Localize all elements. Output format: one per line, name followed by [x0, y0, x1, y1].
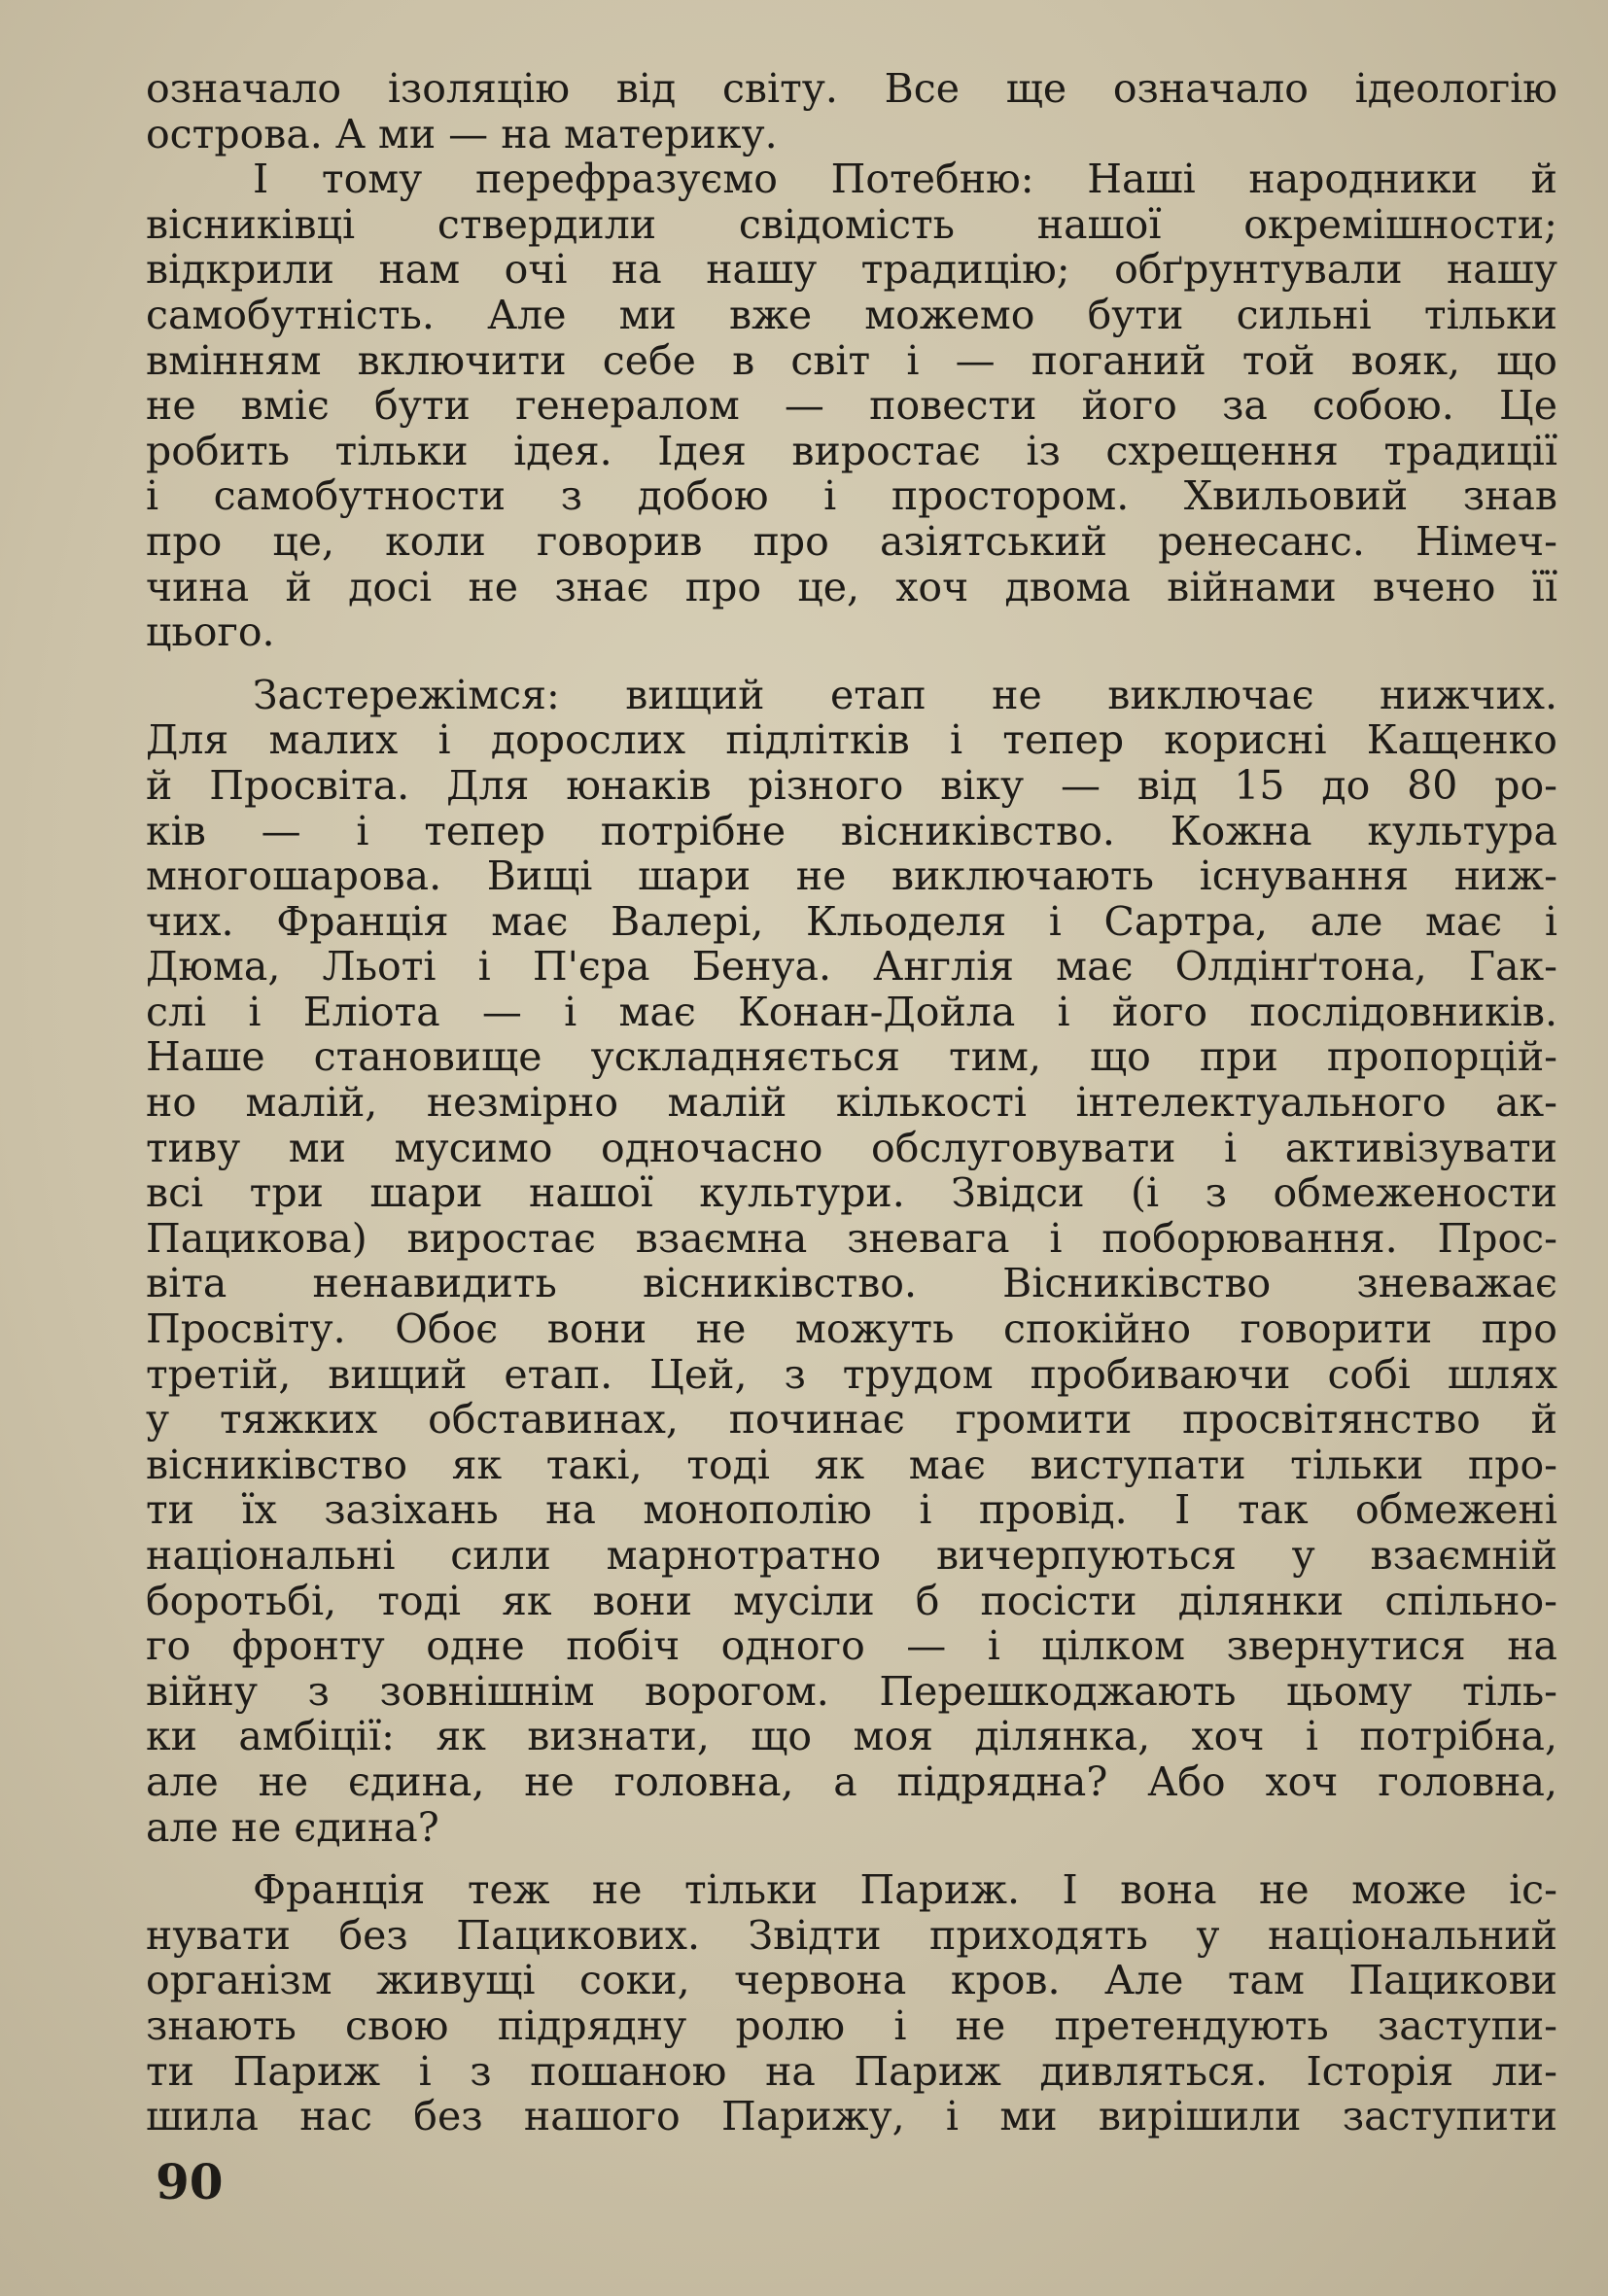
paragraph-3 — [146, 673, 1557, 1850]
text-line: вісниківство як такі, тоді як має виступати тільки про- — [146, 1441, 1557, 1488]
paragraph-gap — [146, 655, 1557, 673]
text-line: знають свою підрядну ролю і не претендують заступи- — [146, 2001, 1557, 2049]
text-line: не вміє бути генералом — повести його за собою. Це — [146, 382, 1557, 430]
text-line: І тому перефразуємо Потебню: Наші народники й — [253, 156, 1557, 203]
text-line: Дюма, Льоті і П'єра Бенуа. Англія має Олдінґтона, Гак- — [146, 943, 1557, 991]
text-line: вісниківці ствердили свідомість нашої окремішности; — [146, 200, 1557, 248]
text-line: Просвіту. Обоє вони не можуть спокійно говорити про — [146, 1305, 1557, 1353]
text-line: слі і Еліота — і має Конан-Дойла і його послідовників. — [146, 988, 1557, 1035]
text-line: самобутність. Але ми вже можемо бути сильні тільки — [146, 291, 1557, 338]
text-line: но малій, незмірно малій кількості інтелектуального ак- — [146, 1079, 1557, 1127]
text-line: третій, вищий етап. Цей, з трудом пробиваючи собі шлях — [146, 1350, 1557, 1398]
paragraph-1 — [146, 66, 1557, 157]
text-line: і самобутности з добою і простором. Хвильовий знав — [146, 472, 1557, 520]
text-line: чина й досі не знає про це, хоч двома війнами вчено її — [146, 563, 1557, 610]
text-line: ків — і тепер потрібне вісниківство. Кожна культура — [146, 807, 1557, 854]
text-line: Для малих і дорослих підлітків і тепер корисні Кащенко — [146, 716, 1557, 764]
text-line: Франція теж не тільки Париж. І вона не може іс- — [253, 1866, 1557, 1914]
text-line: робить тільки ідея. Ідея виростає із схрещення традиції — [146, 427, 1557, 474]
text-line: чих. Франція має Валері, Кльоделя і Сартра, але має і — [146, 897, 1557, 945]
text-line: нувати без Пацикових. Звідти приходять у національний — [146, 1911, 1557, 1959]
text-line: го фронту одне побіч одного — і цілком звернутися на — [146, 1622, 1557, 1670]
text-line: віта ненавидить вісниківство. Вісниківство зневажає — [146, 1260, 1557, 1307]
page-body — [146, 66, 1557, 2139]
text-line: острова. А ми — на материку. — [146, 110, 778, 157]
text-line: ти їх зазіхань на монополію і провід. І так обмежені — [146, 1486, 1557, 1534]
text-line: й Просвіта. Для юнаків різного віку — від 15 до 80 ро- — [146, 761, 1557, 809]
text-line: у тяжких обставинах, починає громити просвітянство й — [146, 1396, 1557, 1444]
text-line: Застережімся: вищий етап не виключає нижчих. — [253, 671, 1557, 718]
page-number: 90 — [156, 2153, 224, 2210]
text-line: всі три шари нашої культури. Звідси (і з обмежености — [146, 1169, 1557, 1217]
text-line: ки амбіції: як визнати, що моя ділянка, хоч і потрібна, — [146, 1713, 1557, 1760]
text-line: Пацикова) виростає взаємна зневага і поборювання. Прос- — [146, 1214, 1557, 1262]
text-line: національні сили марнотратно вичерпуються у взаємній — [146, 1532, 1557, 1579]
text-line: але не єдина, не головна, а підрядна? Або хоч головна, — [146, 1757, 1557, 1805]
text-line: війну з зовнішнім ворогом. Перешкоджають цьому тіль- — [146, 1667, 1557, 1715]
text-line: ти Париж і з пошаною на Париж дивляться. Історія ли- — [146, 2047, 1557, 2095]
text-line: многошарова. Вищі шари не виключають існування ниж- — [146, 852, 1557, 900]
text-line: про це, коли говорив про азіятський ренесанс. Німеч- — [146, 517, 1557, 565]
text-line: організм живущі соки, червона кров. Але там Пацикови — [146, 1957, 1557, 2004]
text-line: тиву ми мусимо одночасно обслуговувати і активізувати — [146, 1124, 1557, 1171]
paragraph-4 — [146, 1867, 1557, 2139]
text-line: але не єдина? — [146, 1803, 439, 1851]
text-line: вмінням включити себе в світ і — поганий той вояк, що — [146, 336, 1557, 384]
text-line: шила нас без нашого Парижу, і ми вирішили заступити — [146, 2093, 1557, 2140]
text-line: цього. — [146, 609, 275, 656]
paragraph-gap — [146, 1850, 1557, 1867]
paragraph-2 — [146, 157, 1557, 655]
text-line: означало ізоляцію від світу. Все ще означало ідеологію — [146, 65, 1557, 112]
text-line: відкрили нам очі на нашу традицію; обґрунтували нашу — [146, 246, 1557, 294]
text-line: Наше становище ускладняється тим, що при пропорцій- — [146, 1033, 1557, 1081]
text-line: боротьбі, тоді як вони мусіли б посісти ділянки спільно- — [146, 1577, 1557, 1624]
